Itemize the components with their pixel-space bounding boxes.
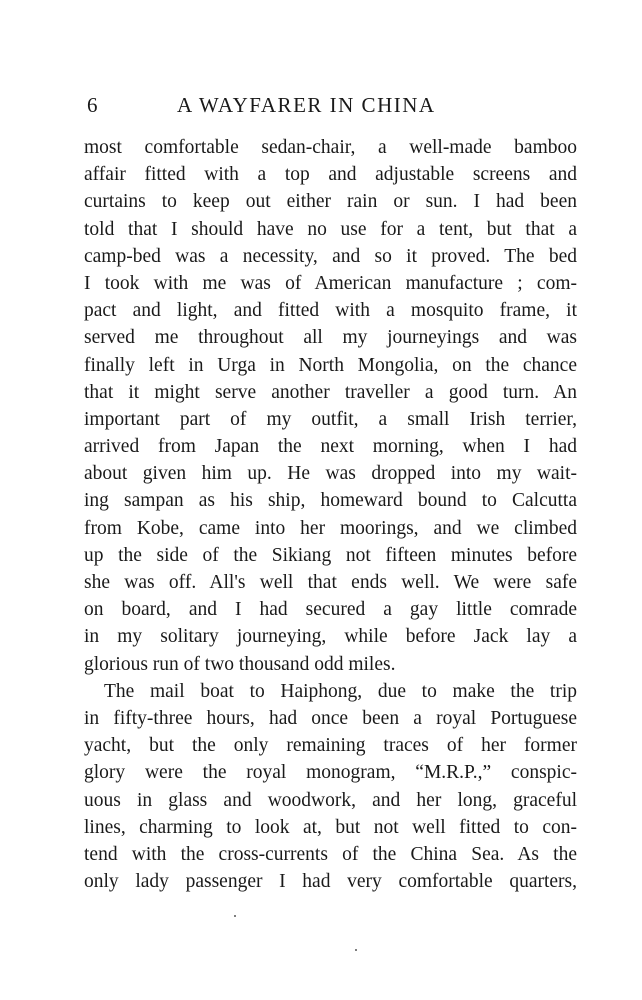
text-line: about given him up. He was dropped into my wait- (84, 463, 577, 485)
text-line: I took with me was of American manufacture ; com- (84, 272, 577, 294)
text-line: up the side of the Sikiang not fifteen minutes before (84, 544, 577, 566)
running-title: A WAYFARER IN CHINA (177, 93, 436, 117)
page-header (87, 93, 587, 123)
text-line: tend with the cross-currents of the China Sea. As the (84, 843, 577, 865)
text-line: that it might serve another traveller a good turn. An (84, 381, 577, 403)
text-line: most comfortable sedan-chair, a well-made bamboo (84, 137, 577, 158)
text-line: arrived from Japan the next morning, when I had (84, 436, 577, 458)
text-line: in my solitary journeying, while before Jack lay a (84, 626, 577, 648)
text-line: told that I should have no use for a tent, but that a (84, 218, 577, 240)
text-line: lines, charming to look at, but not well fitted to con- (84, 816, 577, 838)
text-line: in fifty-three hours, had once been a royal Portuguese (84, 707, 577, 729)
text-line: glorious run of two thousand odd miles. (84, 653, 396, 675)
text-line: curtains to keep out either rain or sun. I had been (84, 191, 577, 213)
print-speck (355, 949, 357, 951)
text-line: she was off. All's well that ends well. We were safe (84, 572, 577, 593)
text-line: important part of my outfit, a small Irish terrier, (84, 408, 577, 430)
text-line: on board, and I had secured a gay little comrade (84, 599, 577, 621)
text-line: yacht, but the only remaining traces of her former (84, 735, 577, 757)
text-line: camp-bed was a necessity, and so it proved. The bed (84, 245, 577, 267)
print-speck (234, 915, 236, 917)
page-body (84, 134, 577, 895)
text-line: glory were the royal monogram, “M.R.P.,” conspic- (84, 762, 577, 784)
text-line: finally left in Urga in North Mongolia, on the chance (84, 354, 577, 376)
text-line: pact and light, and fitted with a mosquito frame, it (84, 300, 577, 322)
text-line: The mail boat to Haiphong, due to make the trip (104, 680, 577, 702)
text-line: affair fitted with a top and adjustable screens and (84, 164, 577, 186)
text-line: uous in glass and woodwork, and her long, graceful (84, 789, 577, 811)
text-line: only lady passenger I had very comfortable quarters, (84, 871, 577, 893)
text-line: served me throughout all my journeyings and was (84, 327, 577, 349)
text-line: from Kobe, came into her moorings, and we climbed (84, 517, 577, 539)
text-line: ing sampan as his ship, homeward bound to Calcutta (84, 490, 577, 512)
page-number: 6 (87, 93, 99, 117)
